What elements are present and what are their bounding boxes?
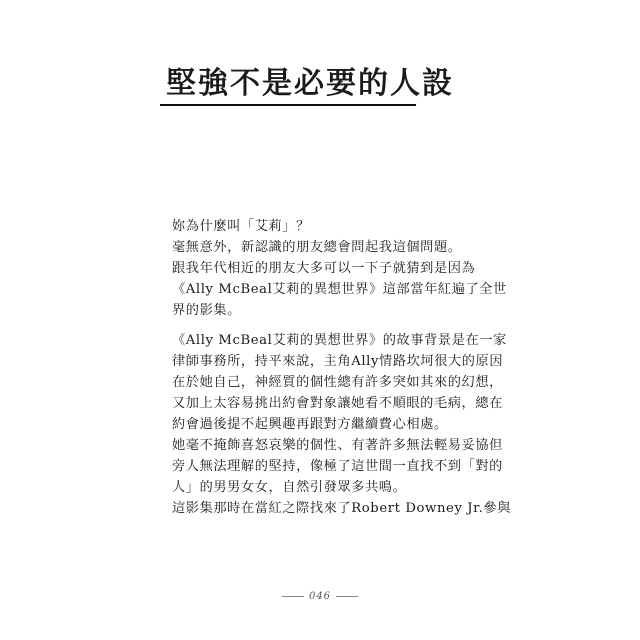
- text-line: 《Ally McBeal艾莉的異想世界》的故事背景是在一家: [172, 333, 507, 348]
- text-line: 人」的男男女女，自然引發眾多共鳴。: [172, 480, 407, 495]
- text-line: 界的影集。: [172, 303, 241, 318]
- body-text: [172, 216, 511, 519]
- text-line: 妳為什麼叫「艾莉」？: [172, 219, 310, 234]
- paragraph-2: [172, 330, 511, 519]
- text-line: 跟我年代相近的朋友大多可以一下子就猜到是因為: [172, 261, 476, 276]
- chapter-header: [160, 64, 454, 106]
- chapter-title: 堅強不是必要的人設: [166, 66, 454, 101]
- text-line: 《Ally McBeal艾莉的異想世界》這部當年紅遍了全世: [172, 282, 507, 297]
- title-underline: [160, 104, 416, 106]
- footer-dash-left: [282, 596, 304, 597]
- page-number: 046: [308, 590, 332, 602]
- paragraph-1: [172, 216, 507, 321]
- page-footer: [0, 589, 640, 603]
- text-line: 律師事務所，持平來說，主角Ally情路坎坷很大的原因: [172, 354, 504, 369]
- text-line: 這影集那時在當紅之際找來了Robert Downey Jr.參與: [172, 501, 511, 516]
- text-line: 毫無意外，新認識的朋友總會問起我這個問題。: [172, 240, 462, 255]
- text-line: 在於她自己，神經質的個性總有許多突如其來的幻想，: [172, 375, 503, 390]
- text-line: 約會過後提不起興趣再跟對方繼續費心相處。: [172, 417, 448, 432]
- footer-dash-right: [336, 596, 358, 597]
- text-line: 她毫不掩飾喜怒哀樂的個性、有著許多無法輕易妥協但: [172, 438, 503, 453]
- text-line: 旁人無法理解的堅持，像極了這世間一直找不到「對的: [172, 459, 503, 474]
- text-line: 又加上太容易挑出約會對象讓她看不順眼的毛病，總在: [172, 396, 503, 411]
- paragraph-spacer: [172, 321, 468, 330]
